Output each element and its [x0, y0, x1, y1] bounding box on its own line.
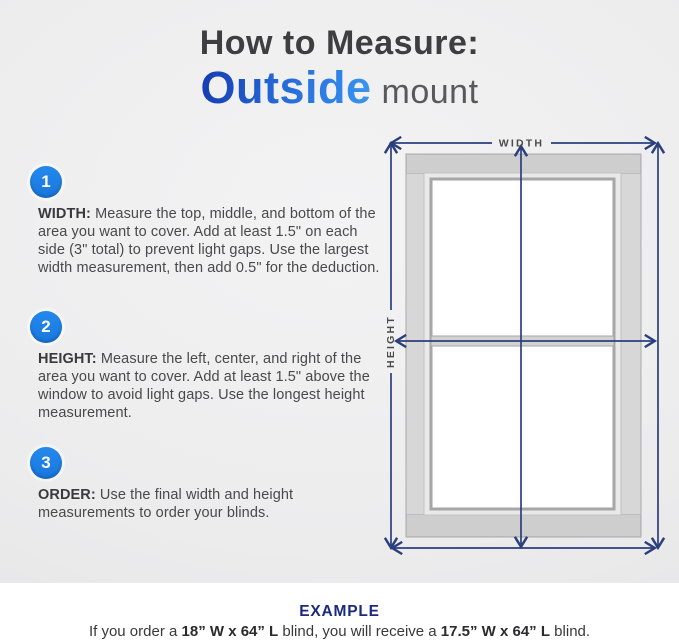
step-1-label: WIDTH: [38, 206, 96, 222]
step-2-badge: 2 [30, 311, 62, 343]
width-label: WIDTH [498, 137, 545, 150]
step-2-body: Measure the left, center, and right of the area you want to cover. Add at least 1.5" above the window to avoid light gaps. Use the longest height measurement. [38, 351, 370, 421]
step-1-text [38, 205, 380, 277]
window-head-casing [407, 155, 641, 174]
step-width [30, 166, 382, 277]
step-1-body: Measure the top, middle, and bottom of the area you want to cover. Add at least 1.5" on each side (3" total) to prevent light gaps. Use the largest width measurement, then add 0.5" for the deduction. [38, 206, 380, 276]
step-2-text [38, 350, 380, 422]
title-accent-word: Outside [200, 62, 372, 114]
example-sentence [0, 623, 679, 640]
title-mount-word: mount [381, 73, 479, 112]
step-3-text [38, 486, 380, 522]
step-2-label: HEIGHT: [38, 351, 101, 367]
example-middle: blind, you will receive a [278, 623, 441, 640]
example-prefix: If you order a [88, 623, 182, 640]
page-title [0, 24, 679, 113]
example-ordered-size: 18” W x 64” L [181, 623, 279, 640]
height-label: HEIGHT [385, 315, 397, 368]
title-line1: How to Measure: [199, 24, 480, 62]
step-1-badge: 1 [30, 166, 62, 198]
example-received-size: 17.5” W x 64” L [440, 623, 551, 640]
title-line2 [0, 63, 679, 113]
window-diagram-svg [380, 130, 670, 560]
window-measurement-diagram [380, 130, 670, 560]
step-height [30, 311, 382, 422]
step-order [30, 447, 382, 522]
step-3-label: ORDER: [38, 487, 100, 503]
step-3-body: Use the final width and height measurements to order your blinds. [38, 487, 294, 521]
step-3-badge: 3 [30, 447, 62, 479]
window-illustration [406, 154, 641, 537]
example-footer [0, 583, 679, 644]
example-heading: EXAMPLE [299, 603, 380, 620]
example-suffix: blind. [550, 623, 591, 640]
window-sill [407, 515, 641, 537]
